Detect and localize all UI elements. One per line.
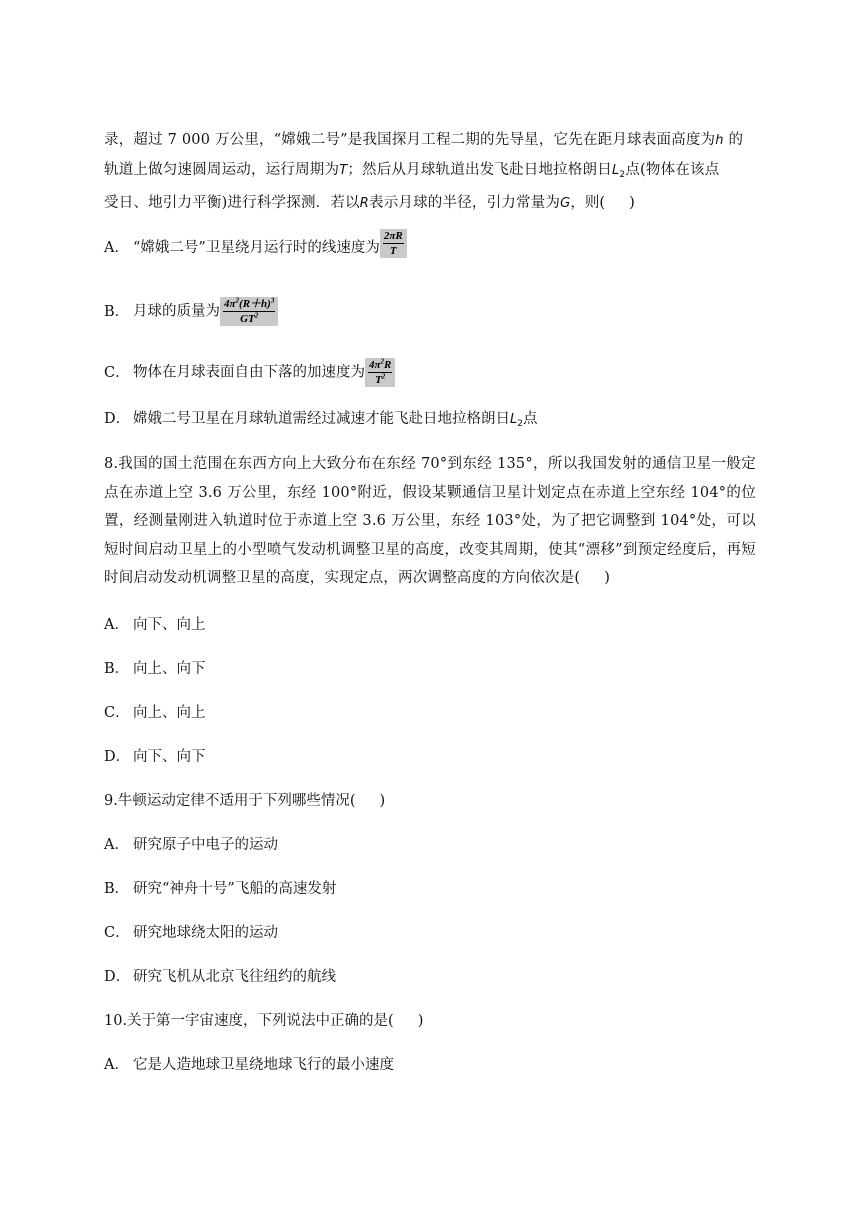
var-L bbox=[612, 163, 625, 178]
option-letter: B． bbox=[104, 881, 130, 897]
var-L bbox=[510, 412, 523, 427]
option-letter: A． bbox=[104, 1057, 129, 1073]
q7-stem-text-3b: 表示月球的半径，引力常量为 bbox=[369, 195, 561, 212]
formula-denominator: $T^2$ bbox=[375, 372, 386, 386]
var-G: G bbox=[560, 196, 571, 212]
q10-option-a bbox=[104, 1055, 394, 1075]
option-text: 月球的质量为 bbox=[133, 303, 220, 320]
q7-option-d bbox=[104, 409, 537, 434]
q9-stem bbox=[104, 791, 385, 811]
option-text: 研究原子中电子的运动 bbox=[133, 837, 278, 853]
q7-stem-text-2a: 轨道上做匀速圆周运动，运行周期为 bbox=[104, 161, 340, 178]
q9-option-d bbox=[104, 967, 336, 987]
formula-denominator: T bbox=[389, 244, 397, 257]
option-letter: A． bbox=[104, 240, 129, 256]
option-letter: D． bbox=[104, 969, 131, 985]
option-text: 向下、向上 bbox=[133, 617, 206, 633]
q10-answer-paren-close: ) bbox=[417, 1013, 424, 1029]
q9-stem-text: 9.牛顿运动定律不适用于下列哪些情况( bbox=[104, 793, 356, 809]
option-text: “嫦娥二号”卫星绕月运行时的线速度为 bbox=[133, 240, 380, 256]
option-letter: C． bbox=[104, 705, 130, 721]
option-letter: D． bbox=[104, 411, 131, 427]
q10-stem-text: 10.关于第一宇宙速度，下列说法中正确的是( bbox=[104, 1013, 394, 1029]
option-text: 向下、向下 bbox=[133, 749, 206, 765]
q9-option-b bbox=[104, 879, 336, 899]
q8-stem-text: 8.我国的国土范围在东西方向上大致分布在东经 70°到东经 135°，所以我国发射的通信卫星一般定点在赤道上空 3.6 万公里，东经 100°附近，假设某颗通信卫星计划定点在赤道上空东经 104°的位置，经测量刚进入轨道时位于赤道上空 3.6 万公里，东经 103°处，为了把它调整到 104°处，可以短时间启动卫星上的小型喷气发动机调整卫星的高度，改变其周期，使其“漂移”到预定经度后，再短时间启动发动机调整卫星的高度，实现定点，两次调整高度的方向依次是( bbox=[104, 456, 756, 587]
formula-image-acceleration bbox=[365, 358, 395, 387]
option-text: 向上、向下 bbox=[133, 661, 206, 677]
option-text: 向上、向上 bbox=[133, 705, 206, 721]
option-text: 研究“神舟十号”飞船的高速发射 bbox=[133, 881, 337, 897]
formula-image-mass bbox=[220, 297, 278, 326]
formula-denominator: $GT^2$ bbox=[240, 311, 259, 325]
option-letter: C． bbox=[104, 364, 130, 381]
option-text: 它是人造地球卫星绕地球飞行的最小速度 bbox=[133, 1057, 394, 1073]
q7-stem-text-3c: ，则( bbox=[570, 195, 606, 212]
q7-option-c bbox=[104, 358, 395, 387]
q7-option-b bbox=[104, 297, 278, 326]
option-text-tail: 点 bbox=[522, 411, 538, 427]
q10-stem bbox=[104, 1011, 423, 1031]
q7-stem-text-1: 录，超过 7 000 万公里，“嫦娥二号”是我国探月工程二期的先导星，它先在距月球表面高度为 bbox=[104, 132, 716, 148]
formula-numerator: $4\pi^2(R+h)^3$ bbox=[224, 296, 275, 310]
var-L-subscript: 2 bbox=[619, 169, 626, 180]
option-text: 物体在月球表面自由下落的加速度为 bbox=[133, 364, 365, 381]
var-L-subscript: 2 bbox=[517, 419, 523, 429]
option-letter: C． bbox=[104, 925, 130, 941]
option-text: 研究地球绕太阳的运动 bbox=[133, 925, 278, 941]
q8-option-b bbox=[104, 659, 206, 679]
q7-stem-text-2c: 点(物体在该点 bbox=[625, 161, 720, 178]
q8-stem bbox=[104, 450, 756, 593]
option-letter: B． bbox=[104, 303, 130, 320]
q8-answer-paren-close: ) bbox=[604, 570, 610, 587]
option-text: 研究飞机从北京飞往纽约的航线 bbox=[133, 969, 336, 985]
option-letter: D． bbox=[104, 749, 131, 765]
var-L-letter: L bbox=[611, 162, 620, 178]
var-L-letter: L bbox=[510, 412, 518, 427]
option-text: 嫦娥二号卫星在月球轨道需经过减速才能飞赴日地拉格朗日 bbox=[133, 411, 510, 427]
q9-option-a bbox=[104, 835, 278, 855]
q7-answer-paren-close: ) bbox=[629, 195, 635, 212]
var-h: h bbox=[715, 133, 724, 148]
q9-option-c bbox=[104, 923, 278, 943]
formula-numerator: 2πR bbox=[383, 229, 403, 242]
q7-stem-text-1b: 的 bbox=[723, 132, 744, 148]
option-letter: A． bbox=[104, 617, 129, 633]
formula-numerator: $4\pi^2R$ bbox=[369, 357, 392, 371]
var-R: R bbox=[359, 196, 369, 212]
q7-stem bbox=[104, 126, 756, 219]
var-T: T bbox=[339, 162, 348, 178]
q7-stem-text-3a: 受日、地引力平衡)进行科学探测．若以 bbox=[104, 195, 360, 212]
formula-image-velocity bbox=[380, 229, 407, 258]
q8-option-d bbox=[104, 747, 206, 767]
q8-option-c bbox=[104, 703, 206, 723]
q8-option-a bbox=[104, 615, 206, 635]
q7-stem-text-2b: ；然后从月球轨道出发飞赴日地拉格朗日 bbox=[347, 161, 612, 178]
option-letter: A． bbox=[104, 837, 129, 853]
q9-answer-paren-close: ) bbox=[379, 793, 386, 809]
option-letter: B． bbox=[104, 661, 130, 677]
